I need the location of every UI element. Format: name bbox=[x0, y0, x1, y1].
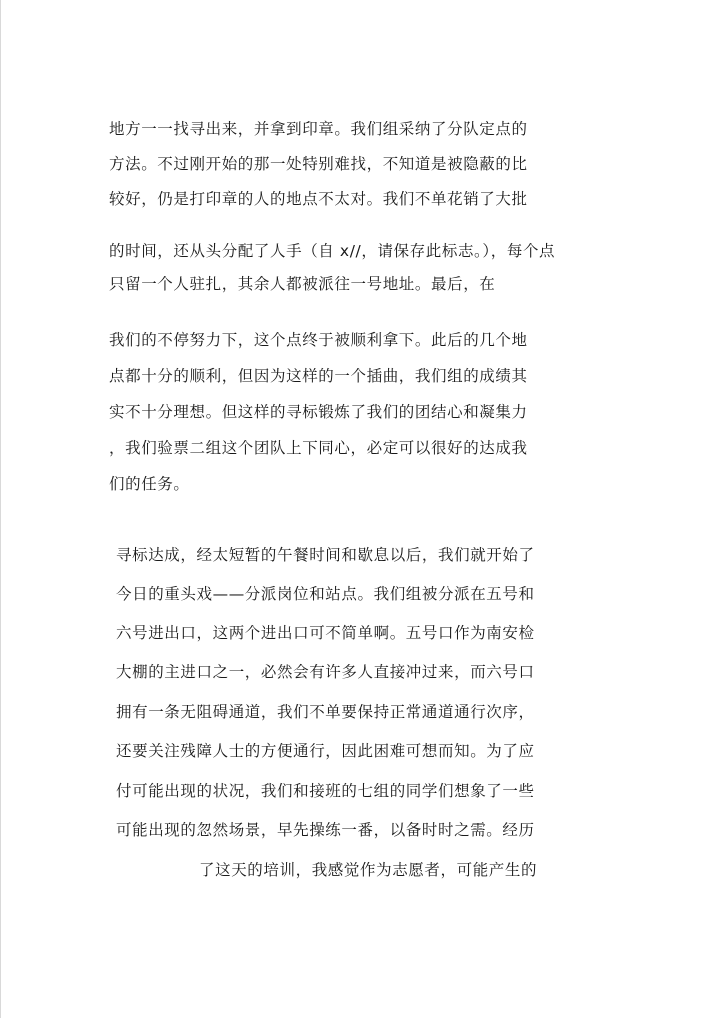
text-line-10: 们的任务。 bbox=[109, 475, 190, 493]
text-line-12: 今日的重头戏——分派岗位和站点。我们组被分派在五号和 bbox=[116, 585, 535, 603]
text-line-2: 方法。不过刚开始的那一处特别难找，不知道是被隐蔽的比 bbox=[109, 155, 528, 173]
text-line-6: 我们的不停努力下，这个点终于被顺利拿下。此后的几个地 bbox=[109, 331, 528, 349]
text-line-14: 大棚的主进口之一，必然会有许多人直接冲过来，而六号口 bbox=[116, 663, 535, 681]
text-line-11: 寻标达成，经太短暂的午餐时间和歇息以后，我们就开始了 bbox=[116, 546, 535, 564]
text-line-8: 实不十分理想。但这样的寻标锻炼了我们的团结心和凝集力 bbox=[109, 403, 528, 421]
text-line-19: 了这天的培训，我感觉作为志愿者，可能产生的 bbox=[199, 861, 538, 879]
text-line-15: 拥有一条无阻碍通道，我们不单要保持正常通道通行次序， bbox=[116, 703, 535, 721]
text-line-18: 可能出现的忽然场景，早先操练一番，以备时时之需。经历 bbox=[116, 821, 535, 839]
text-line-5: 只留一个人驻扎，其余人都被派往一号地址。最后，在 bbox=[109, 275, 496, 293]
text-line-7: 点都十分的顺利，但因为这样的一个插曲，我们组的成绩其 bbox=[109, 367, 528, 385]
text-line-3: 较好，仍是打印章的人的地点不太对。我们不单花销了大批 bbox=[109, 190, 528, 208]
text-line-17: 付可能出现的状况，我们和接班的七组的同学们想象了一些 bbox=[116, 782, 535, 800]
text-line-4: 的时间，还从头分配了人手（自 x//，请保存此标志。），每个点 bbox=[109, 242, 556, 260]
text-line-13: 六号进出口，这两个进出口可不简单啊。五号口作为南安检 bbox=[116, 624, 535, 642]
text-line-16: 还要关注残障人士的方便通行，因此困难可想而知。为了应 bbox=[116, 742, 535, 760]
text-line-1: 地方一一找寻出来，并拿到印章。我们组采纳了分队定点的 bbox=[109, 120, 528, 138]
text-line-9: ，我们验票二组这个团队上下同心，必定可以很好的达成我 bbox=[109, 439, 528, 457]
